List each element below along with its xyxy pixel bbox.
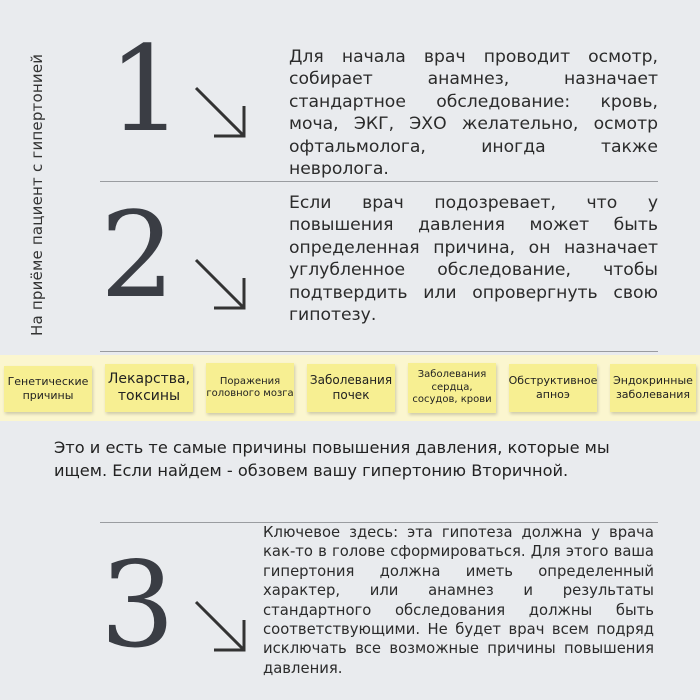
cause-note-drugs: Лекарства, токсины xyxy=(105,364,193,412)
cause-note-apnea: Обструктивное апноэ xyxy=(509,364,597,412)
step-number-1: 1 xyxy=(108,20,184,158)
summary-text: Это и есть те самые причины повышения давления, которые мы ищем. Если найдем - обзовем вашу гипертонию Вторичной. xyxy=(54,438,610,480)
arrow-down-right-icon xyxy=(192,84,252,144)
cause-note-brain: Поражения головного мозга xyxy=(206,363,294,413)
arrow-down-right-icon xyxy=(192,256,252,316)
step-3-text: Ключевое здесь: эта гипотеза должна у врача как-то в голове сформироваться. Для этого ваша гипертония должна иметь определенный характер, или анамнез и результаты стандартного обследования должны быть соответствующими. Не будет врач всем подряд исключать все возможные причины повышения давления. xyxy=(263,524,654,677)
cause-note-kidney: Заболевания почек xyxy=(307,364,395,412)
side-title: На приёме пациент с гипертонией xyxy=(28,53,46,336)
step-2-text: Если врач подозревает, что у повышения давления может быть определенная причина, он назначает углубленное обследование, чтобы подтвердить или опровергнуть свою гипотезу. xyxy=(289,193,658,326)
arrow-down-right-icon xyxy=(192,598,252,658)
step-number-2: 2 xyxy=(100,186,176,324)
cause-note-genetic: Генетические причины xyxy=(4,366,92,412)
cause-note-heart: Заболевания сердца, сосудов, крови xyxy=(408,363,496,413)
divider-1 xyxy=(100,181,658,182)
step-1-text: Для начала врач проводит осмотр, собирает анамнез, назначает стандартное обследование: кровь, моча, ЭКГ, ЭХО желательно, осмотр офтальмолога, иногда также невролога. xyxy=(289,47,658,180)
step-number-3: 3 xyxy=(100,536,176,674)
divider-2 xyxy=(100,351,658,352)
cause-note-endocrine: Эндокринные заболевания xyxy=(610,364,696,412)
